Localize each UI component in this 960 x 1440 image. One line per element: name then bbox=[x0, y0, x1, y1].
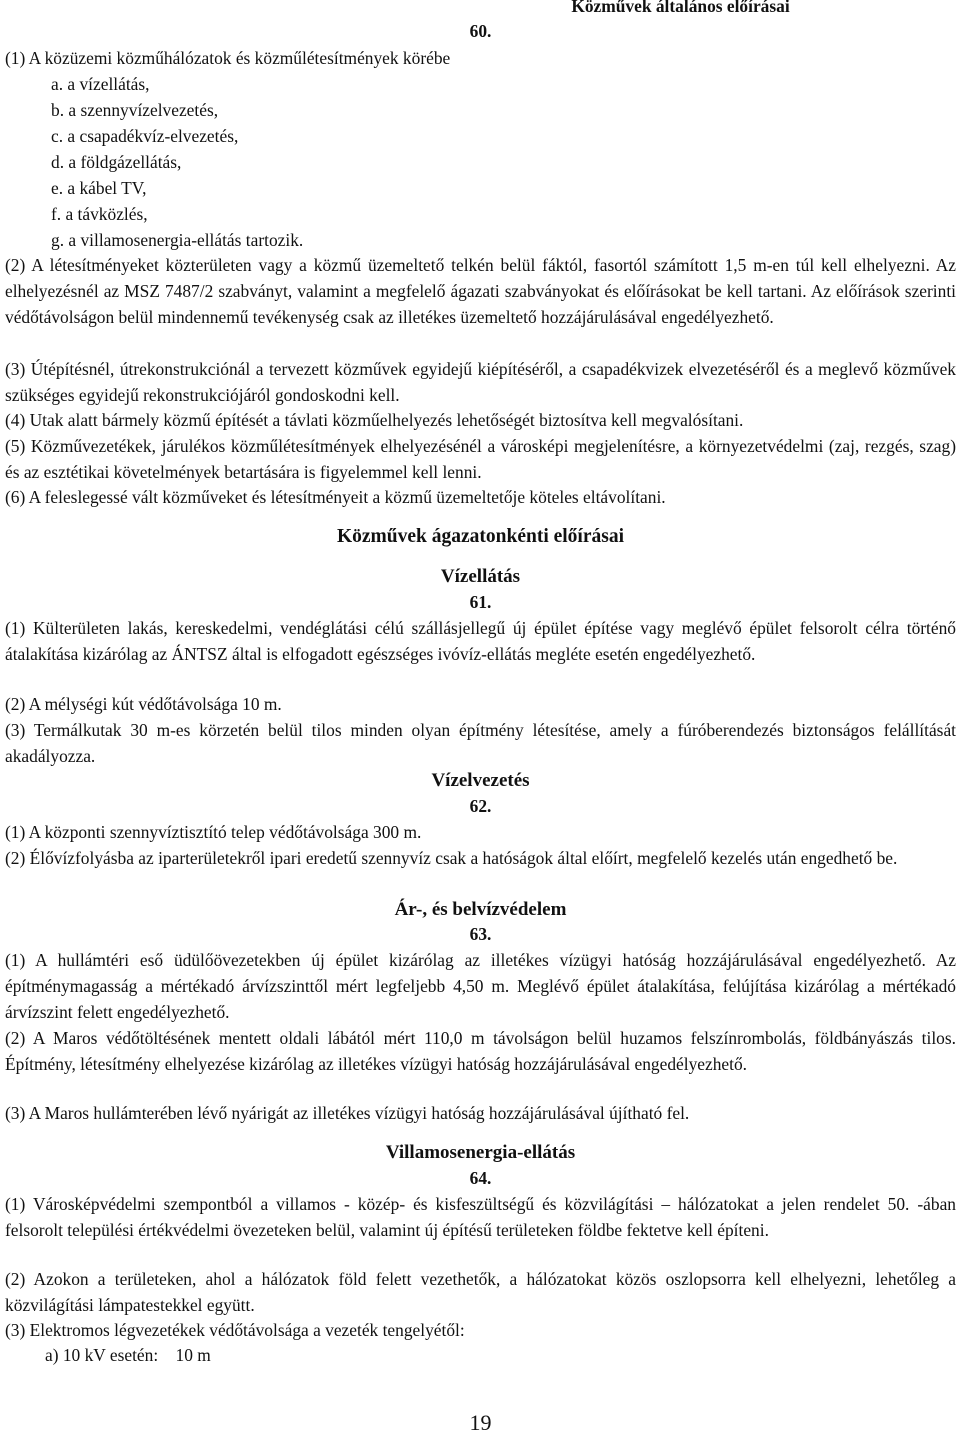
section-number-63: 63. bbox=[469, 924, 492, 944]
list-item: a) 10 kV esetén: 10 m bbox=[45, 1345, 211, 1365]
paragraph-62-1: (1) A központi szennyvíztisztító telep védőtávolsága 300 m. bbox=[5, 822, 422, 842]
section-title-flood-protection: Ár-, és belvízvédelem bbox=[394, 899, 567, 920]
paragraph-64-3: (3) Elektromos légvezetékek védőtávolsága a vezeték tengelyétől: bbox=[5, 1320, 465, 1340]
paragraph-60-6: (6) A feleslegessé vált közműveket és létesítményeit a közmű üzemeltetője köteles eltávolítani. bbox=[5, 487, 666, 507]
paragraph-64-1: (1) Városképvédelmi szempontból a villamos - közép- és kisfeszültségű és közvilágítási – hálózatokat a jelen rendelet 50. -ában felsorolt települési értékvédelmi övezeteken belül, valamint új építésű területeken földbe fektetve kell építeni. bbox=[5, 1194, 956, 1240]
paragraph-60-5: (5) Közművezetékek, járulékos közműlétesítmények elhelyezésénél a városképi megjelenítésre, a környezetvédelmi (zaj, rezgés, szag) és az esztétikai követelmények betartására is figyelemmel kell lenni. bbox=[5, 436, 956, 482]
list-item: f. a távközlés, bbox=[51, 204, 148, 224]
paragraph-60-1: (1) A közüzemi közműhálózatok és közműlétesítmények körébe bbox=[5, 48, 451, 68]
section-title-general: Közművek általános előírásai bbox=[571, 0, 790, 16]
section-number-62: 62. bbox=[469, 796, 492, 816]
paragraph-61-2: (2) A mélységi kút védőtávolsága 10 m. bbox=[5, 694, 282, 714]
paragraph-60-4: (4) Utak alatt bármely közmű építését a távlati közműelhelyezés lehetőségét biztosítva kell megvalósítani. bbox=[5, 410, 744, 430]
section-title-electricity: Villamosenergia-ellátás bbox=[385, 1142, 576, 1163]
paragraph-60-3: (3) Útépítésnél, útrekonstrukciónál a tervezett közművek egyidejű kiépítéséről, a csapadékvizek elvezetéséről és a meglevő közművek szükséges egyidejű rekonstrukciójáról gondoskodni kell. bbox=[5, 359, 956, 405]
paragraph-61-1: (1) Külterületen lakás, kereskedelmi, vendéglátási célú szállásjellegű új épület építése vagy meglévő épület felsorolt célra történő átalakítása kizárólag az ÁNTSZ által is elfogadott egészséges ivóvíz-ellátás megléte esetén engedélyezhető. bbox=[5, 618, 956, 664]
page-number: 19 bbox=[469, 1410, 492, 1435]
list-item: b. a szennyvízelvezetés, bbox=[51, 100, 219, 120]
paragraph-61-3: (3) Termálkutak 30 m-es körzetén belül tilos minden olyan építmény létesítése, amely a fúróberendezés biztonságos felállítását akadályozza. bbox=[5, 720, 956, 766]
list-item: a. a vízellátás, bbox=[51, 74, 150, 94]
paragraph-64-2: (2) Azokon a területeken, ahol a hálózatok föld felett vezethetők, a hálózatokat közös oszlopsorra kell elhelyezni, lehetőleg a közvilágítási lámpatestekkel együtt. bbox=[5, 1269, 956, 1315]
heading-sector-rules: Közművek ágazatonkénti előírásai bbox=[336, 526, 625, 547]
paragraph-63-3: (3) A Maros hullámterében lévő nyárigát az illetékes vízügyi hatóság hozzájárulásával újítható fel. bbox=[5, 1103, 690, 1123]
list-item: c. a csapadékvíz-elvezetés, bbox=[51, 126, 239, 146]
paragraph-63-1: (1) A hullámtéri eső üdülőövezetekben új épület kizárólag az illetékes vízügyi hatóság hozzájárulásával engedélyezhető. Az építménymagasság a mértékadó árvízszinttől mért legfeljebb 4,50 m. Meglévő épület átalakítása, felújítása kizárólag a mértékadó árvízszint felett engedélyezhető. bbox=[5, 950, 956, 1022]
paragraph-63-2: (2) A Maros védőtöltésének mentett oldali lábától mért 110,0 m távolságon belül huzamos felszínrombolás, földbányászás tilos. Építmény, létesítmény elhelyezése kizárólag az illetékes vízügyi hatóság hozzájárulásával engedélyezhető. bbox=[5, 1028, 956, 1074]
section-number-61: 61. bbox=[469, 592, 492, 612]
list-item: d. a földgázellátás, bbox=[51, 152, 182, 172]
paragraph-62-2: (2) Élővízfolyásba az iparterületekről ipari eredetű szennyvíz csak a hatóságok által előírt, megfelelő kezelés után engedhető be. bbox=[5, 848, 898, 868]
section-number-60: 60. bbox=[469, 21, 492, 41]
section-title-drainage: Vízelvezetés bbox=[431, 770, 530, 791]
section-title-water-supply: Vízellátás bbox=[440, 566, 521, 587]
section-number-64: 64. bbox=[469, 1168, 492, 1188]
paragraph-60-2: (2) A létesítményeket közterületen vagy a közmű üzemeltető telkén belül fáktól, fasortól számított 1,5 m-en túl kell elhelyezni. Az elhelyezésnél az MSZ 7487/2 szabványt, valamint a megfelelő ágazati szabványokat és előírásokat be kell tartani. Az előírások szerinti védőtávolságon belül mindennemű tevékenység csak az illetékes üzemeltető hozzájárulásával engedélyezhető. bbox=[5, 255, 956, 327]
list-item: g. a villamosenergia-ellátás tartozik. bbox=[51, 230, 304, 250]
list-item: e. a kábel TV, bbox=[51, 178, 147, 198]
